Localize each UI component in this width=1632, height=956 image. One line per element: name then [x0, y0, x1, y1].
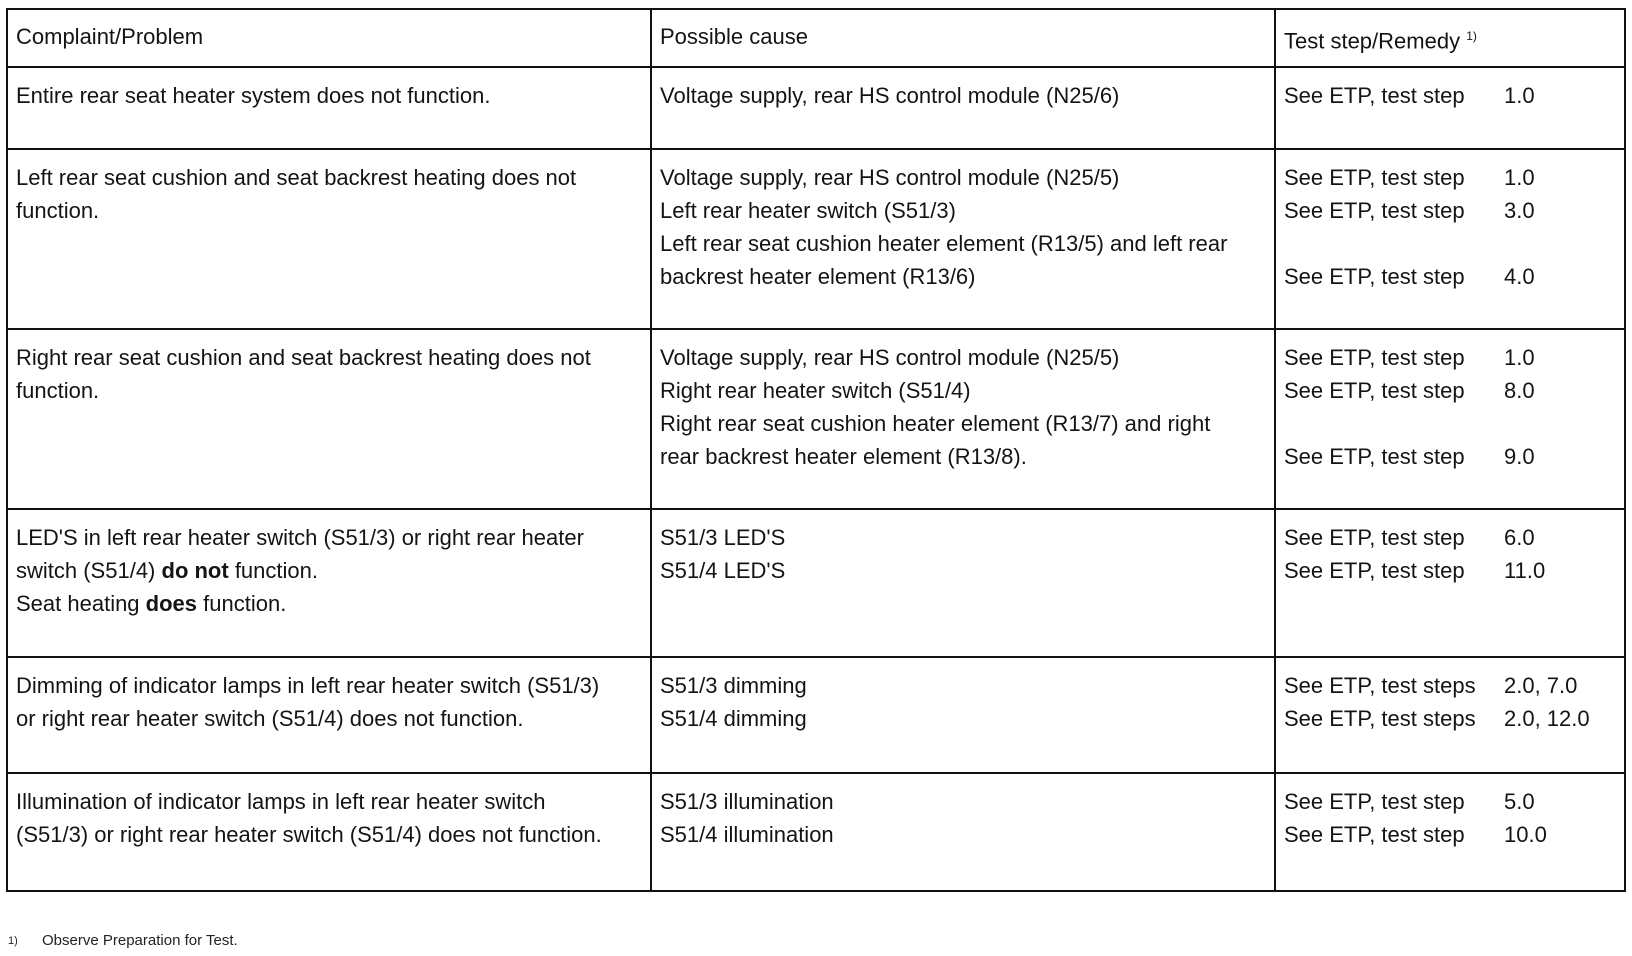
cause-line: S51/4 LED'S	[660, 558, 786, 583]
cause-line: S51/4 illumination	[660, 822, 834, 847]
header-remedy-footnote-ref: 1)	[1466, 29, 1477, 43]
test-step-label: See ETP, test step	[1284, 789, 1465, 814]
cause-line: S51/3 illumination	[660, 789, 834, 814]
cause-line: Right rear seat cushion heater element (R13/7) and right	[660, 411, 1211, 436]
spacer	[1284, 227, 1616, 260]
cause-cell	[652, 658, 1276, 772]
cause-line: backrest heater element (R13/6)	[660, 264, 976, 289]
test-step	[1284, 341, 1616, 374]
remedy-cell	[1276, 150, 1624, 328]
cause-line: Left rear heater switch (S51/3)	[660, 198, 956, 223]
complaint-cell	[8, 510, 652, 656]
test-step-label: See ETP, test step	[1284, 345, 1465, 370]
complaint-text: Seat heating	[16, 591, 146, 616]
cause-line: rear backrest heater element (R13/8).	[660, 444, 1027, 469]
complaint-emphasis: does	[145, 591, 198, 616]
test-step-label: See ETP, test step	[1284, 558, 1465, 583]
test-step-label: See ETP, test step	[1284, 165, 1465, 190]
test-step-label: See ETP, test steps	[1284, 673, 1476, 698]
cause-line: Left rear seat cushion heater element (R13/5) and left rear	[660, 231, 1228, 256]
complaint-line	[16, 587, 642, 620]
complaint-text: switch (S51/4)	[16, 558, 162, 583]
test-step-label: See ETP, test step	[1284, 444, 1465, 469]
test-step-label: See ETP, test step	[1284, 198, 1465, 223]
test-step	[1284, 554, 1616, 587]
cause-cell	[652, 330, 1276, 508]
test-step	[1284, 818, 1616, 851]
test-step-number: 1.0	[1504, 165, 1535, 190]
cause-cell	[652, 774, 1276, 890]
complaint-cell	[8, 774, 652, 890]
complaint-line: (S51/3) or right rear heater switch (S51/4) does not function.	[16, 822, 602, 847]
test-step-label: See ETP, test step	[1284, 525, 1465, 550]
test-step-label: See ETP, test step	[1284, 264, 1465, 289]
complaint-cell	[8, 330, 652, 508]
remedy-cell	[1276, 658, 1624, 772]
complaint-cell	[8, 658, 652, 772]
test-step-label: See ETP, test step	[1284, 822, 1465, 847]
header-cause-label: Possible cause	[660, 24, 808, 49]
test-step	[1284, 194, 1616, 227]
test-step	[1284, 440, 1616, 473]
complaint-line: function.	[16, 378, 100, 403]
test-step	[1284, 79, 1616, 112]
spacer	[1284, 407, 1616, 440]
test-step	[1284, 785, 1616, 818]
footnote-text: Observe Preparation for Test.	[42, 932, 238, 949]
test-step	[1284, 161, 1616, 194]
test-step-number: 1.0	[1504, 83, 1535, 108]
complaint-line: Entire rear seat heater system does not function.	[16, 83, 491, 108]
cause-line: Voltage supply, rear HS control module (N25/6)	[660, 83, 1120, 108]
header-complaint	[8, 10, 652, 66]
test-step-number: 5.0	[1504, 789, 1535, 814]
complaint-line: Right rear seat cushion and seat backrest heating does not	[16, 345, 591, 370]
test-step-number: 2.0, 7.0	[1504, 673, 1578, 698]
complaint-line: Illumination of indicator lamps in left rear heater switch	[16, 789, 546, 814]
test-step-number: 11.0	[1504, 558, 1546, 583]
complaint-line	[16, 554, 642, 587]
cause-line: S51/3 LED'S	[660, 525, 786, 550]
test-step	[1284, 260, 1616, 293]
remedy-cell	[1276, 774, 1624, 890]
table-row	[8, 658, 1624, 774]
table-row	[8, 330, 1624, 510]
footnote-mark: 1)	[8, 935, 18, 947]
cause-cell	[652, 150, 1276, 328]
remedy-cell	[1276, 330, 1624, 508]
table-header-row	[8, 10, 1624, 68]
footnote	[8, 932, 238, 950]
header-remedy-label: Test step/Remedy	[1284, 28, 1461, 54]
remedy-cell	[1276, 68, 1624, 148]
test-step-number: 1.0	[1504, 345, 1535, 370]
complaint-emphasis: do not	[161, 558, 229, 583]
cause-line: S51/4 dimming	[660, 706, 807, 731]
table-row	[8, 510, 1624, 658]
test-step	[1284, 521, 1616, 554]
complaint-line: or right rear heater switch (S51/4) does not function.	[16, 706, 524, 731]
test-step-number: 6.0	[1504, 525, 1535, 550]
cause-line: Right rear heater switch (S51/4)	[660, 378, 971, 403]
complaint-cell	[8, 150, 652, 328]
header-complaint-label: Complaint/Problem	[16, 24, 204, 49]
test-step-number: 2.0, 12.0	[1504, 706, 1590, 731]
cause-cell	[652, 68, 1276, 148]
complaint-text: function.	[228, 558, 318, 583]
test-step-number: 3.0	[1504, 198, 1535, 223]
cause-line: Voltage supply, rear HS control module (N25/5)	[660, 345, 1120, 370]
test-step-label: See ETP, test step	[1284, 83, 1465, 108]
complaint-cell	[8, 68, 652, 148]
test-step-number: 8.0	[1504, 378, 1535, 403]
complaint-text: function.	[197, 591, 287, 616]
test-step	[1284, 669, 1616, 702]
cause-line: Voltage supply, rear HS control module (N25/5)	[660, 165, 1120, 190]
table-row	[8, 68, 1624, 150]
complaint-line: Left rear seat cushion and seat backrest heating does not	[16, 165, 577, 190]
table-row	[8, 774, 1624, 890]
test-step	[1284, 374, 1616, 407]
test-step-number: 9.0	[1504, 444, 1535, 469]
header-cause	[652, 10, 1276, 66]
test-step	[1284, 702, 1616, 735]
complaint-line: LED'S in left rear heater switch (S51/3) or right rear heater	[16, 525, 584, 550]
complaint-line: Dimming of indicator lamps in left rear heater switch (S51/3)	[16, 673, 600, 698]
test-step-label: See ETP, test step	[1284, 378, 1465, 403]
test-step-number: 4.0	[1504, 264, 1535, 289]
test-step-label: See ETP, test steps	[1284, 706, 1476, 731]
remedy-cell	[1276, 510, 1624, 656]
table-row	[8, 150, 1624, 330]
test-step-number: 10.0	[1504, 822, 1547, 847]
cause-line: S51/3 dimming	[660, 673, 807, 698]
complaint-line: function.	[16, 198, 100, 223]
cause-cell	[652, 510, 1276, 656]
header-remedy	[1276, 10, 1624, 66]
diagnosis-table	[6, 8, 1626, 892]
